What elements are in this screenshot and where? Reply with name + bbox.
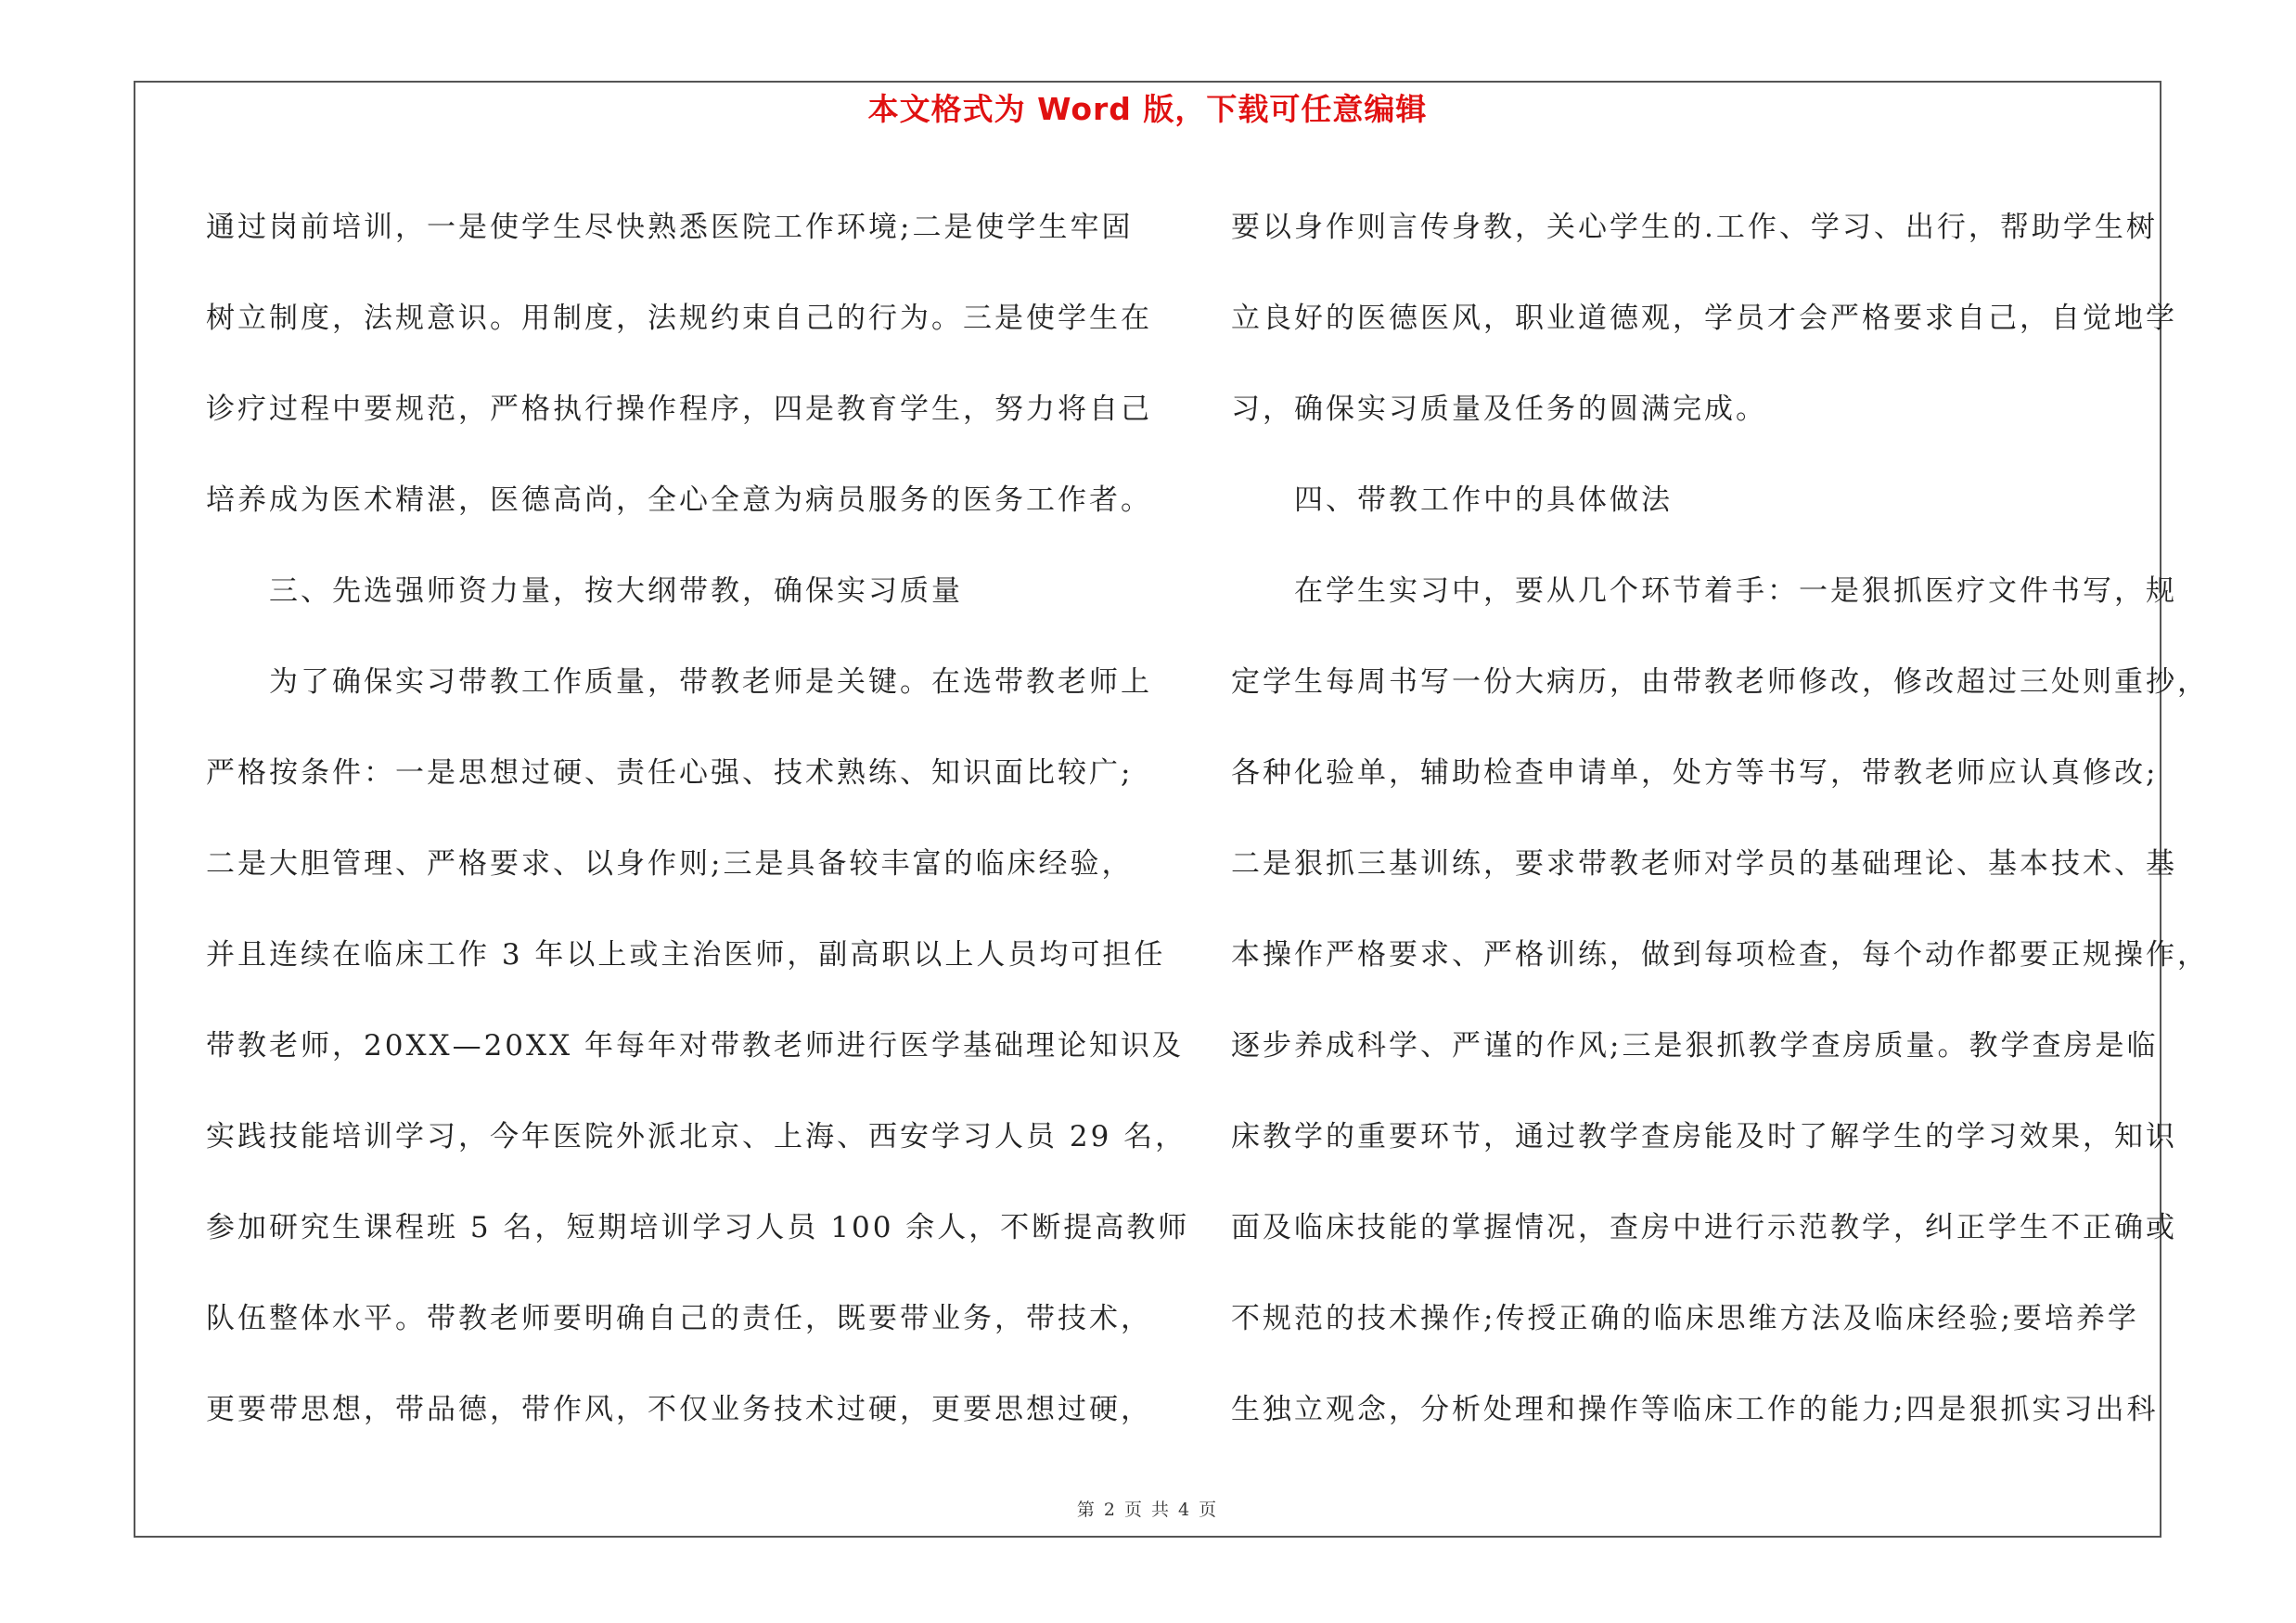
text-line: 生独立观念，分析处理和操作等临床工作的能力;四是狠抓实习出科	[1231, 1393, 2159, 1426]
text-line: 带教老师，20XX—20XX 年每年对带教老师进行医学基础理论知识及	[206, 1029, 1185, 1063]
text-line: 严格按条件：一是思想过硬、责任心强、技术熟练、知识面比较广;	[206, 756, 1134, 790]
text-line: 二是大胆管理、严格要求、以身作则;三是具备较丰富的临床经验，	[206, 847, 1134, 881]
left-text-column	[206, 182, 1190, 1455]
text-line: 通过岗前培训，一是使学生尽快熟悉医院工作环境;二是使学生牢固	[206, 211, 1134, 244]
page-number-footer: 第 2 页 共 4 页	[1076, 1500, 1219, 1520]
format-banner: 本文格式为 Word 版，下载可任意编辑	[867, 91, 1428, 127]
text-line: 诊疗过程中要规范，严格执行操作程序，四是教育学生，努力将自己	[206, 393, 1152, 426]
section-heading: 三、先选强师资力量，按大纲带教，确保实习质量	[206, 574, 963, 608]
text-line: 培养成为医术精湛，医德高尚，全心全意为病员服务的医务工作者。	[206, 483, 1152, 517]
text-line: 定学生每周书写一份大病历，由带教老师修改，修改超过三处则重抄，	[1231, 665, 2209, 699]
text-line: 本操作严格要求、严格训练，做到每项检查，每个动作都要正规操作，	[1231, 938, 2209, 972]
text-line: 各种化验单，辅助检查申请单，处方等书写，带教老师应认真修改;	[1231, 756, 2159, 790]
text-line: 更要带思想，带品德，带作风，不仅业务技术过硬，更要思想过硬，	[206, 1393, 1152, 1426]
right-text-column	[1231, 182, 2209, 1455]
text-line: 队伍整体水平。带教老师要明确自己的责任，既要带业务，带技术，	[206, 1302, 1152, 1335]
text-line: 参加研究生课程班 5 名，短期培训学习人员 100 余人，不断提高教师	[206, 1211, 1190, 1244]
text-line: 二是狠抓三基训练，要求带教老师对学员的基础理论、基本技术、基	[1231, 847, 2177, 881]
text-line: 立良好的医德医风，职业道德观，学员才会严格要求自己，自觉地学	[1231, 302, 2177, 335]
text-line: 为了确保实习带教工作质量，带教老师是关键。在选带教老师上	[206, 665, 1152, 699]
text-line: 实践技能培训学习，今年医院外派北京、上海、西安学习人员 29 名，	[206, 1120, 1187, 1153]
text-line: 要以身作则言传身教，关心学生的.工作、学习、出行，帮助学生树	[1231, 211, 2158, 244]
text-line: 逐步养成科学、严谨的作风;三是狠抓教学查房质量。教学查房是临	[1231, 1029, 2159, 1063]
text-line: 树立制度，法规意识。用制度，法规约束自己的行为。三是使学生在	[206, 302, 1152, 335]
text-line: 面及临床技能的掌握情况，查房中进行示范教学，纠正学生不正确或	[1231, 1211, 2177, 1244]
text-line: 不规范的技术操作;传授正确的临床思维方法及临床经验;要培养学	[1231, 1302, 2139, 1335]
section-heading: 四、带教工作中的具体做法	[1231, 483, 1673, 517]
text-line: 在学生实习中，要从几个环节着手：一是狠抓医疗文件书写，规	[1231, 574, 2177, 608]
text-line: 习，确保实习质量及任务的圆满完成。	[1231, 393, 1767, 426]
text-line: 床教学的重要环节，通过教学查房能及时了解学生的学习效果，知识	[1231, 1120, 2177, 1153]
text-line: 并且连续在临床工作 3 年以上或主治医师，副高职以上人员均可担任	[206, 938, 1166, 972]
